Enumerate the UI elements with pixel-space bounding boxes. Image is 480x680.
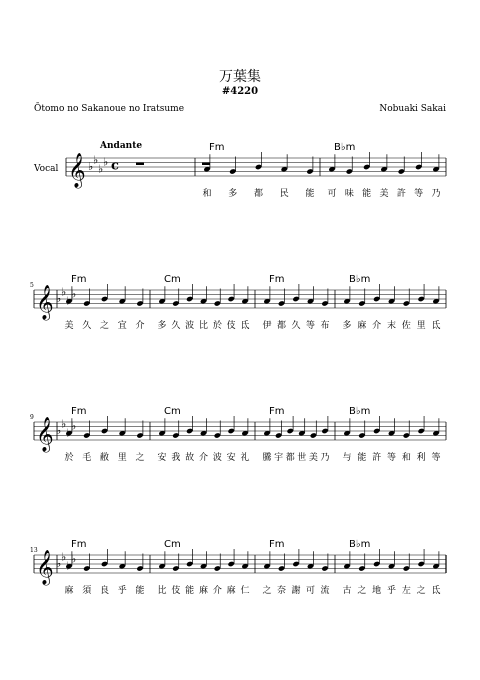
staff-system — [66, 152, 446, 189]
lyric-syllable: 伊 — [262, 321, 272, 331]
staff-system — [34, 284, 446, 321]
lyric-syllable: 許 — [372, 453, 382, 463]
lyric-syllable: 和 — [202, 189, 212, 199]
lyric-syllable: 伎 — [226, 321, 236, 331]
lyric-syllable: 氐 — [240, 321, 250, 331]
lyric-syllable: 比 — [157, 586, 167, 596]
chord-symbol: Fm — [269, 539, 285, 550]
lyric-syllable: 美 — [379, 189, 389, 199]
chord-symbol: B♭m — [349, 274, 371, 285]
lyric-syllable: 能 — [185, 586, 195, 596]
lyric-syllable: 介 — [372, 321, 382, 331]
composer-name: Nobuaki Sakai — [379, 104, 446, 114]
lyric-syllable: 能 — [357, 453, 367, 463]
lyric-syllable: 介 — [198, 453, 209, 463]
flat-sign-icon: ♭ — [61, 550, 67, 564]
lyric-syllable: 能 — [362, 189, 372, 199]
staff-system — [34, 416, 446, 453]
lyric-syllable: 久 — [171, 321, 181, 331]
lyric-syllable: 比 — [198, 321, 209, 331]
lyric-syllable: 故 — [185, 453, 195, 463]
chord-symbol: Fm — [269, 406, 285, 417]
lyric-syllable: 能 — [135, 586, 145, 596]
lyric-syllable: 騰 — [262, 453, 272, 463]
flat-sign-icon: ♭ — [71, 419, 77, 433]
flat-sign-icon: ♭ — [61, 285, 67, 299]
lyric-syllable: 波 — [185, 321, 195, 331]
lyric-syllable: 世 — [297, 453, 307, 463]
lyric-syllable: 麻 — [226, 586, 236, 596]
lyric-syllable: 民 — [279, 189, 289, 199]
flat-sign-icon: ♭ — [93, 153, 99, 167]
instrument-label: Vocal — [34, 164, 59, 174]
lyric-syllable: 之 — [262, 586, 272, 596]
lyric-syllable: 地 — [372, 586, 382, 596]
lyric-syllable: 久 — [82, 321, 92, 331]
flat-sign-icon: ♭ — [71, 287, 77, 301]
lyric-syllable: 等 — [386, 453, 397, 463]
treble-clef-icon: 𝄞 — [36, 417, 54, 452]
lyric-syllable: 須 — [82, 586, 92, 596]
treble-clef-icon: 𝄞 — [36, 550, 54, 585]
lyric-syllable: 介 — [135, 321, 145, 331]
time-signature: c — [111, 158, 119, 174]
chord-symbol: B♭m — [349, 539, 371, 550]
flat-sign-icon: ♭ — [61, 417, 67, 431]
lyric-syllable: 麻 — [64, 586, 74, 596]
chord-symbol: Cm — [164, 406, 181, 417]
lyric-syllable: 末 — [386, 321, 397, 331]
flat-sign-icon: ♭ — [88, 160, 94, 173]
lyric-syllable: 毛 — [82, 453, 92, 463]
lyric-syllable: 宜 — [117, 321, 127, 331]
tempo-marking: Andante — [100, 141, 143, 151]
lyric-syllable: 我 — [171, 453, 181, 463]
lyric-syllable: 都 — [276, 321, 287, 331]
lyric-syllable: 久 — [291, 321, 301, 331]
lyric-syllable: 謝 — [291, 586, 301, 596]
lyric-syllable: 介 — [212, 586, 222, 596]
lyric-syllable: 於 — [64, 453, 74, 463]
lyric-syllable: 多 — [342, 321, 352, 331]
lyric-syllable: 都 — [253, 189, 264, 199]
whole-rest-icon — [202, 163, 210, 166]
flat-sign-icon: ♭ — [56, 424, 62, 437]
lyric-syllable: 佐 — [401, 321, 411, 331]
lyric-syllable: 麻 — [198, 586, 209, 596]
lyric-syllable: 古 — [342, 586, 352, 596]
lyric-syllable: 宇 — [274, 453, 284, 463]
chord-symbol: Fm — [71, 274, 87, 285]
lyric-syllable: 等 — [431, 453, 441, 463]
lyric-syllable: 美 — [308, 453, 318, 463]
lyric-syllable: 波 — [212, 453, 222, 463]
lyric-syllable: 流 — [320, 586, 330, 596]
treble-clef-icon: 𝄞 — [36, 285, 54, 320]
flat-sign-icon: ♭ — [56, 557, 62, 570]
lyric-syllable: 乎 — [117, 586, 127, 596]
poet-name: Ōtomo no Sakanoue no Iratsume — [34, 104, 185, 114]
lyric-syllable: 良 — [99, 586, 110, 596]
lyric-syllable: 等 — [305, 321, 316, 331]
lyric-syllable: 之 — [416, 586, 426, 596]
staff-system — [34, 549, 446, 586]
flat-sign-icon: ♭ — [103, 155, 109, 169]
lyric-syllable: 敝 — [99, 453, 110, 463]
flat-sign-icon: ♭ — [56, 292, 62, 305]
piece-title: 万葉集 — [219, 69, 261, 85]
chord-symbol: Cm — [164, 274, 181, 285]
lyric-syllable: 多 — [157, 321, 167, 331]
lyric-syllable: 可 — [305, 586, 316, 596]
lyric-syllable: 利 — [416, 453, 426, 463]
lyric-syllable: 乃 — [431, 189, 441, 199]
chord-symbol: Cm — [164, 539, 181, 550]
chord-symbol: B♭m — [349, 406, 371, 417]
lyric-syllable: 乃 — [320, 453, 330, 463]
lyric-syllable: 里 — [416, 321, 426, 331]
whole-rest-icon — [136, 163, 144, 166]
lyric-syllable: 麻 — [357, 321, 367, 331]
lyric-syllable: 氐 — [431, 321, 441, 331]
lyric-syllable: 里 — [117, 453, 127, 463]
flat-sign-icon: ♭ — [71, 552, 77, 566]
lyric-syllable: 之 — [99, 321, 110, 331]
lyric-syllable: 与 — [342, 453, 352, 463]
lyric-syllable: 礼 — [240, 453, 250, 463]
measure-number: 5 — [30, 282, 34, 289]
lyric-syllable: 仁 — [240, 586, 250, 596]
chord-symbol: Fm — [71, 406, 87, 417]
lyric-syllable: 能 — [305, 189, 315, 199]
measure-number: 13 — [30, 547, 38, 554]
lyric-syllable: 乎 — [386, 586, 397, 596]
flat-sign-icon: ♭ — [98, 162, 104, 176]
chord-symbol: Fm — [269, 274, 285, 285]
measure-number: 9 — [30, 414, 34, 421]
lyric-syllable: 味 — [344, 189, 354, 199]
chord-symbol: Fm — [71, 539, 87, 550]
piece-subtitle: #4220 — [221, 86, 259, 97]
lyric-syllable: 安 — [226, 453, 236, 463]
lyric-syllable: 美 — [64, 321, 74, 331]
lyric-syllable: 之 — [357, 586, 367, 596]
lyric-syllable: 奈 — [276, 586, 287, 596]
lyric-syllable: 伎 — [171, 586, 181, 596]
lyric-syllable: 等 — [414, 189, 424, 199]
lyric-syllable: 和 — [401, 453, 411, 463]
treble-clef-icon: 𝄞 — [68, 153, 86, 188]
lyric-syllable: 都 — [285, 453, 295, 463]
lyric-syllable: 於 — [212, 321, 222, 331]
lyric-syllable: 多 — [228, 189, 238, 199]
lyric-syllable: 氐 — [431, 586, 441, 596]
lyric-syllable: 左 — [401, 586, 411, 596]
lyric-syllable: 許 — [396, 189, 406, 199]
lyric-syllable: 安 — [157, 453, 167, 463]
lyric-syllable: 可 — [327, 189, 337, 199]
lyric-syllable: 布 — [320, 321, 330, 331]
chord-symbol: B♭m — [334, 142, 356, 153]
lyric-syllable: 之 — [135, 453, 145, 463]
chord-symbol: Fm — [209, 142, 225, 153]
